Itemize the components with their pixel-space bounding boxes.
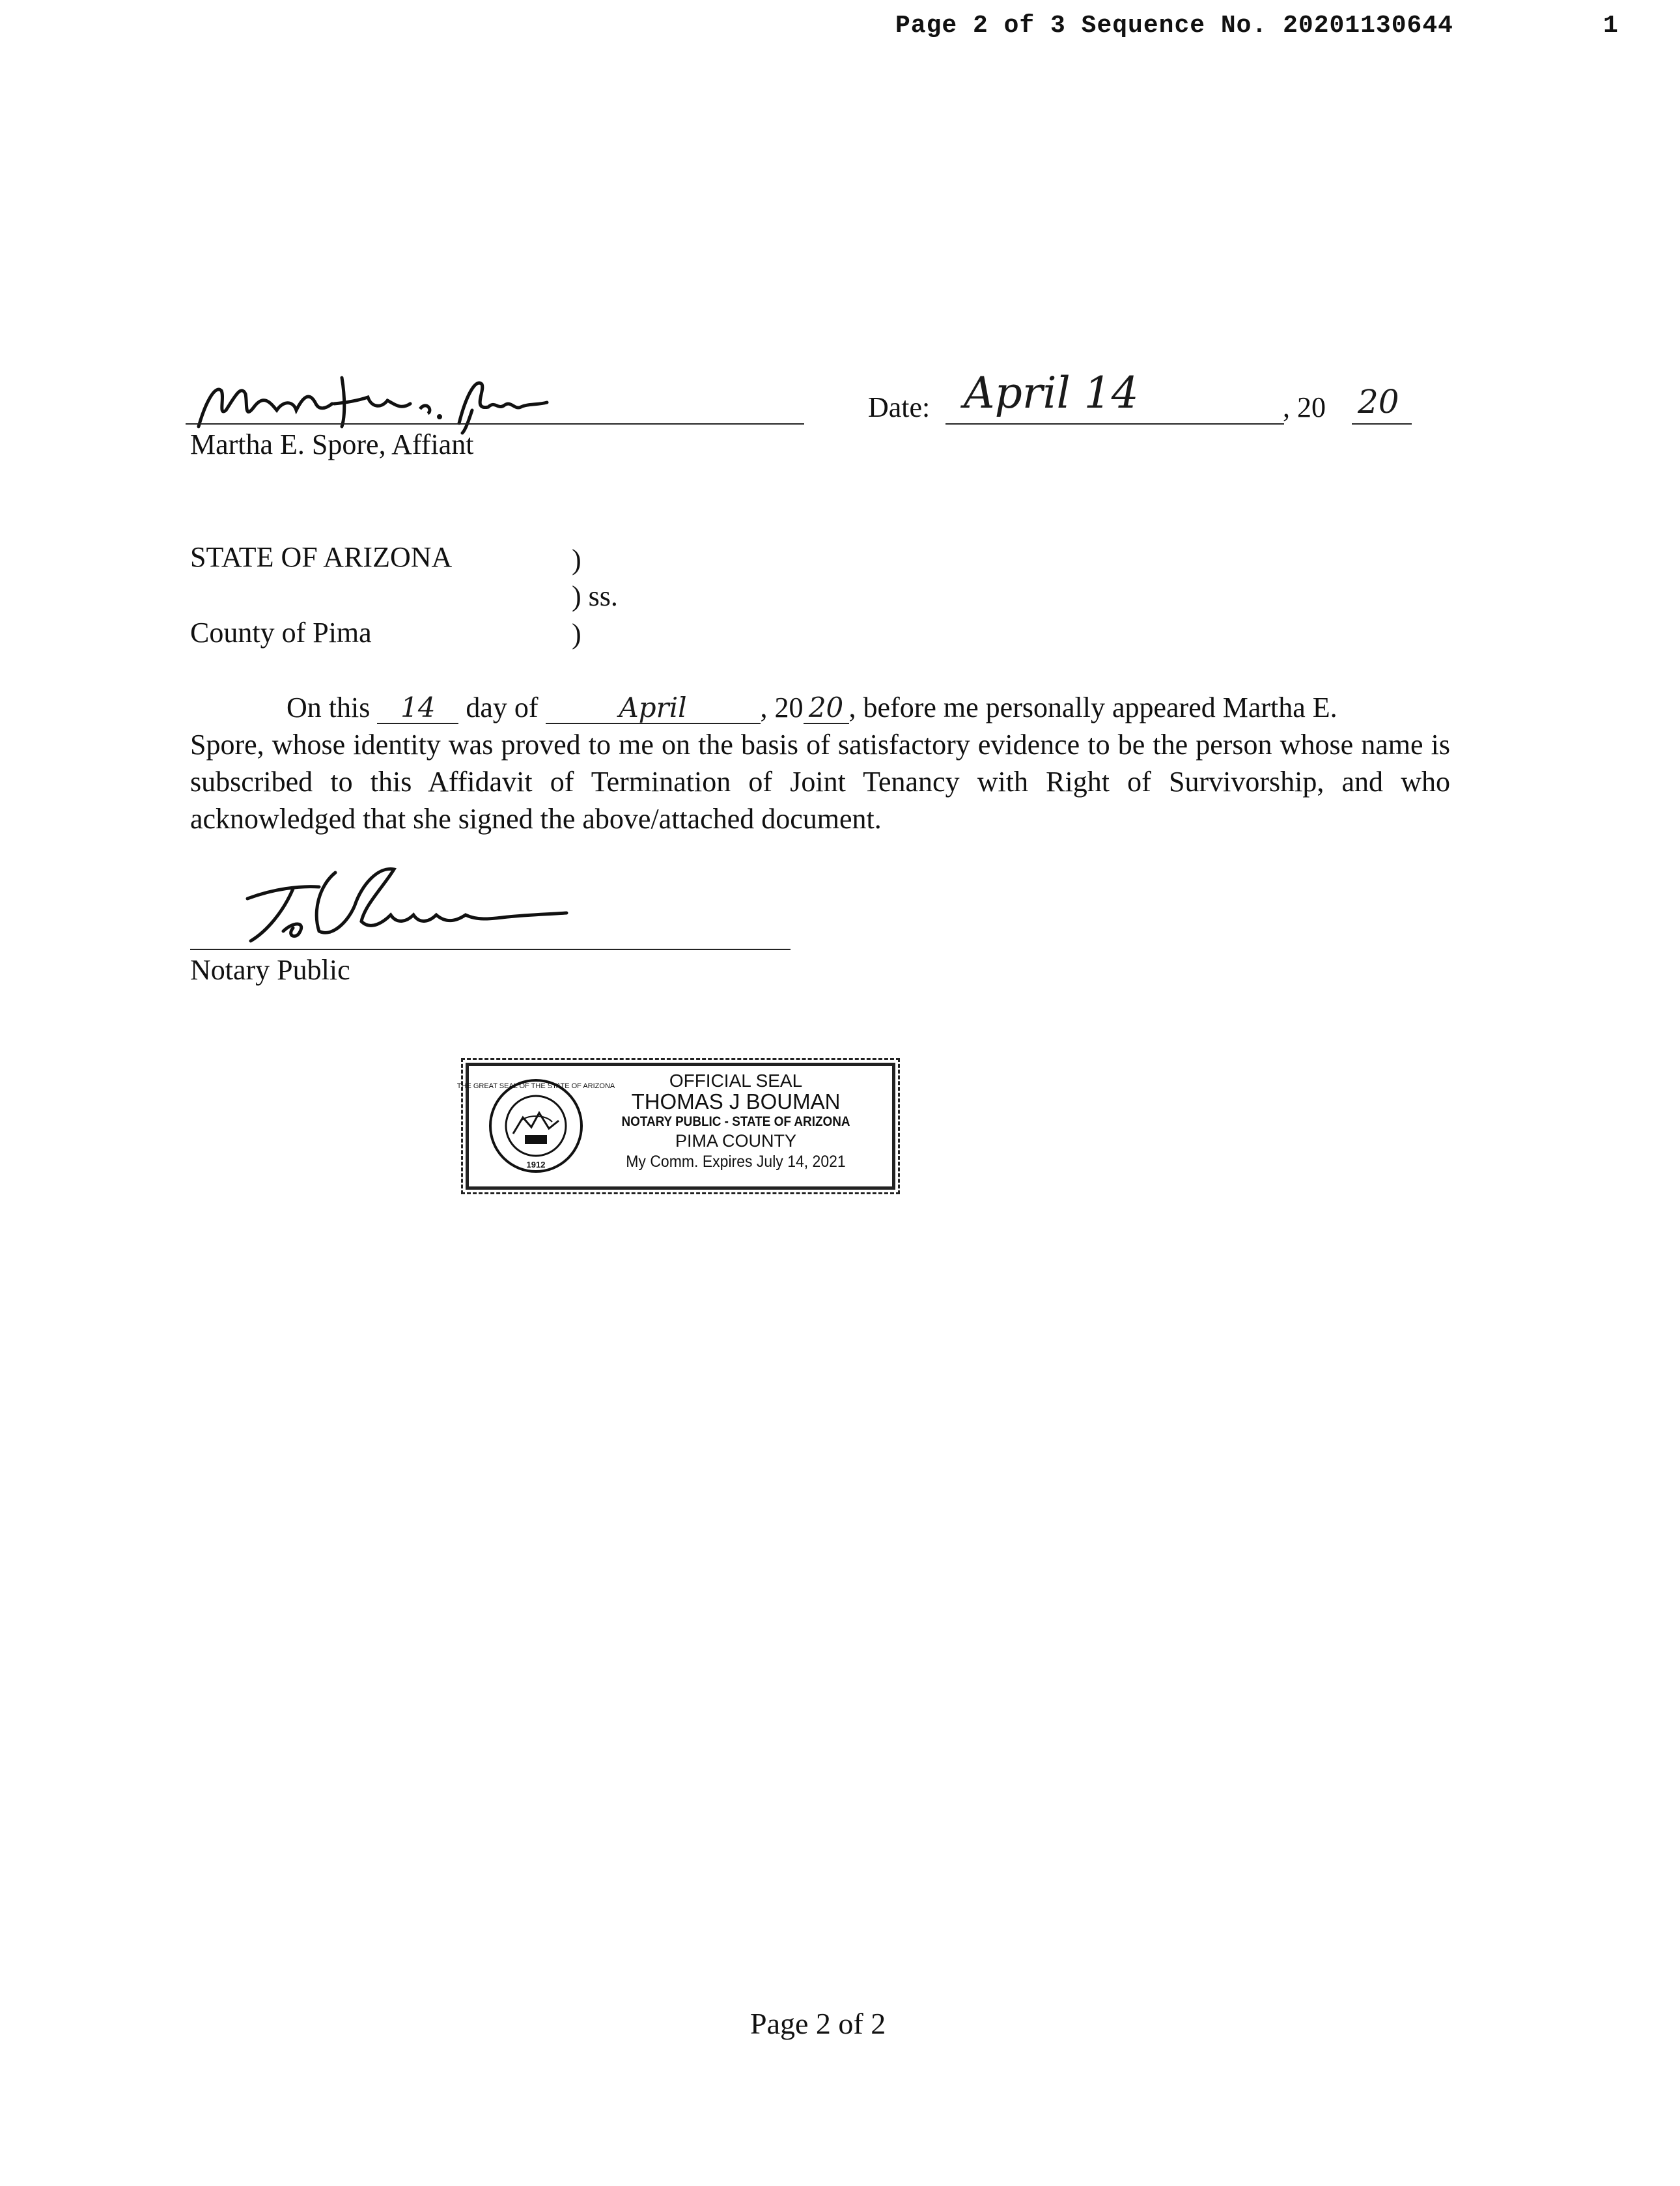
venue-paren-2: ) [572, 618, 581, 650]
affiant-signature-line [186, 423, 804, 425]
venue-paren-1: ) [572, 544, 581, 576]
acknowledgment-first-line [190, 689, 1450, 726]
venue-county: County of Pima [190, 617, 372, 649]
seal-line-official: OFFICIAL SEAL [669, 1071, 803, 1091]
notary-signature-line [190, 949, 791, 950]
ack-on-this: On this [287, 692, 371, 723]
acknowledgment-paragraph [190, 689, 1450, 837]
date-year-line [1352, 423, 1412, 425]
venue-state: STATE OF ARIZONA [190, 541, 453, 573]
venue-ss: ) ss. [572, 580, 618, 612]
arizona-state-seal-emblem [456, 1075, 615, 1176]
notary-seal-stamp [456, 1063, 895, 1190]
seal-ring-text: THE GREAT SEAL OF THE STATE OF ARIZONA [456, 1082, 615, 1090]
seal-emblem-year: 1912 [526, 1160, 546, 1170]
seal-text-block [593, 1071, 879, 1173]
header-corner-mark: 1 [1603, 12, 1618, 40]
affiant-signature [186, 365, 550, 436]
seal-line-county: PIMA COUNTY [675, 1131, 797, 1151]
seal-line-expiry: My Comm. Expires July 14, 2021 [626, 1153, 846, 1171]
affiant-caption: Martha E. Spore, Affiant [190, 428, 474, 460]
date-year-prefix: , 20 [1283, 391, 1326, 423]
ack-day-of: day of [466, 692, 539, 723]
date-label: Date: [868, 391, 931, 423]
notary-caption: Notary Public [190, 954, 350, 986]
seal-line-title: NOTARY PUBLIC - STATE OF ARIZONA [621, 1114, 850, 1129]
acknowledgment-body: Spore, whose identity was proved to me on the basis of satisfactory evidence to be the person whose name is subscribed to this Affidavit of Termination of Joint Tenancy with Right of Survivorship, and who acknowledged that she signed the above/attached document. [190, 729, 1450, 835]
ack-year-value: 20 [804, 693, 849, 724]
footer-page-number: Page 2 of 2 [750, 2007, 886, 2040]
seal-line-name: THOMAS J BOUMAN [631, 1089, 841, 1114]
ack-year-prefix: , 20 [760, 692, 804, 723]
ack-day-value: 14 [377, 693, 458, 724]
ack-rest-line1: , before me personally appeared Martha E. [848, 692, 1337, 723]
ack-month-value: April [546, 693, 761, 724]
date-year-handwritten: 20 [1358, 383, 1399, 421]
header-sequence: Page 2 of 3 Sequence No. 20201130644 [895, 12, 1453, 40]
notary-signature [221, 860, 573, 951]
date-line [945, 423, 1284, 425]
date-handwritten: April 14 [964, 368, 1139, 418]
